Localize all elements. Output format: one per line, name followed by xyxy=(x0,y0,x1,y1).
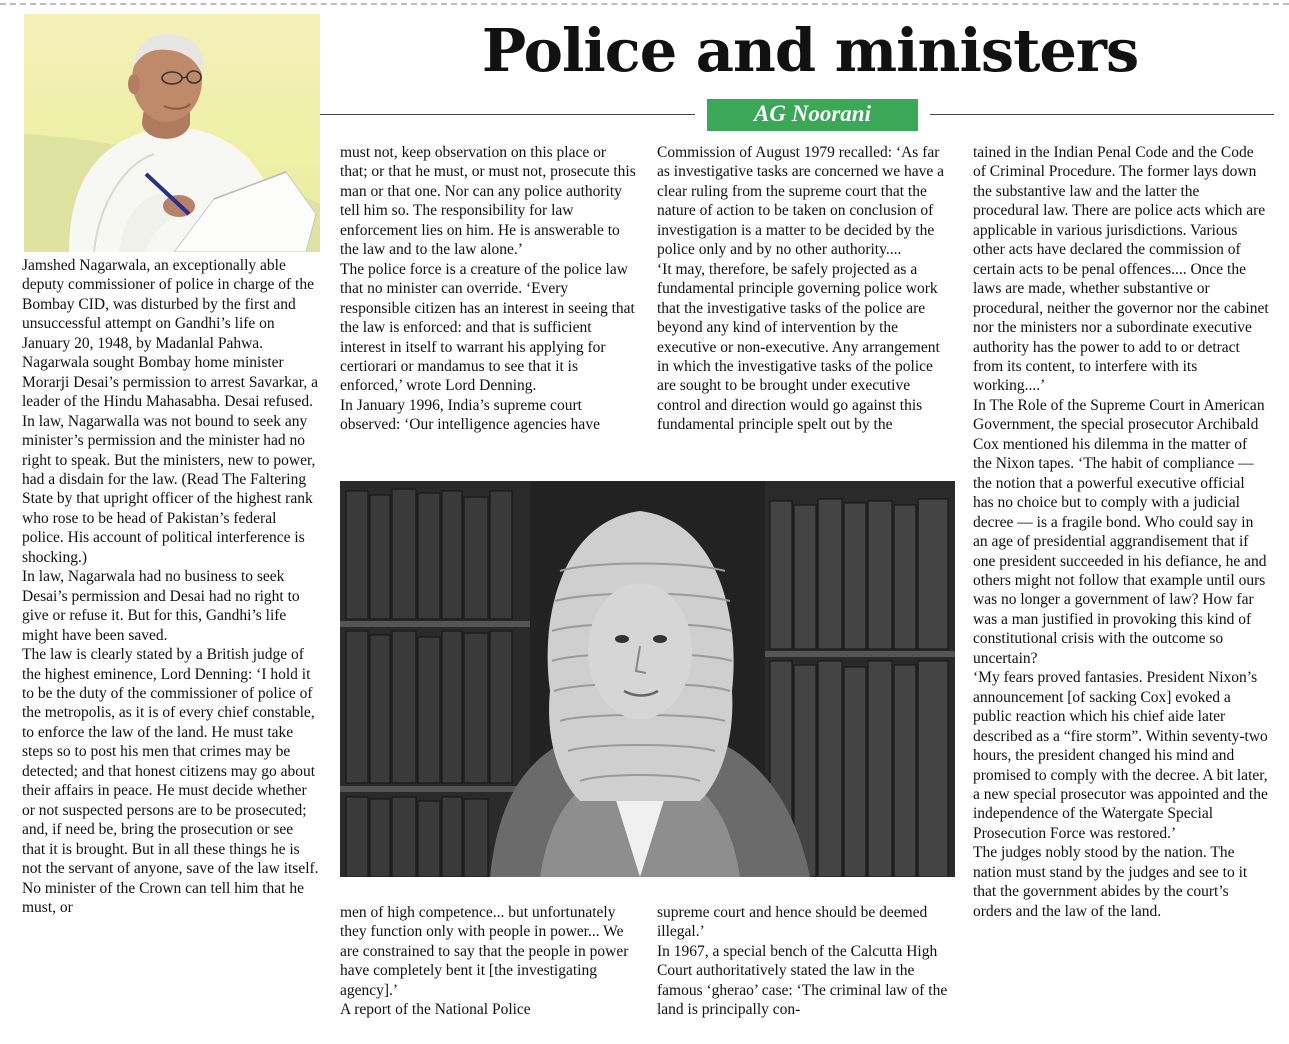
headline: Police and ministers xyxy=(481,16,1139,85)
paragraph: In law, Nagarwala had no business to seek Desai’s permission and Desai had no right to give or refuse it. But for this, Gandhi’s life might have been saved. xyxy=(22,568,300,644)
paragraph: men of high competence... but unfortunately they function only with people in power... We are constrained to say that the people in power have completely bent it [the investigating agency].’ xyxy=(340,904,629,999)
column-2-bottom xyxy=(340,903,636,1020)
judge-photo xyxy=(340,481,955,877)
column-2-top xyxy=(340,143,636,435)
column-1 xyxy=(22,256,320,917)
paragraph: must not, keep observation on this place or that; or that he must, or must not, prosecute this man or that one. Nor can any police authority tell him so. The responsibility for law enforcement lies on him. He is answerable to the law and to the law alone.’ xyxy=(340,144,636,259)
paragraph: In law, Nagarwalla was not bound to seek any minister’s permission and the minister had no right to speak. But the ministers, new to power, had a disdain for the law. (Read The Faltering State by that upright officer of the highest rank who rose to be head of Pakistan’s federal police. His account of political interference is shocking.) xyxy=(22,412,316,566)
paragraph: In The Role of the Supreme Court in American Government, the special prosecutor Archibald Cox mentioned his dilemma in the matter of the Nixon tapes. ‘The habit of compliance — the notion that a powerful executive official has no choice but to comply with a judicial decree — is a fragile bond. Who could say in an age of presidential aggrandisement that if one president succeeded in his defiance, he and others might not follow that example until ours was no longer a government of law? How far was a man justified in provoking this kind of constitutional crisis with the outcome so uncertain? xyxy=(973,396,1267,667)
top-dashed-border xyxy=(0,3,1289,5)
column-3-bottom xyxy=(657,903,953,1020)
byline-rule-left xyxy=(320,114,695,115)
paragraph: ‘My fears proved fantasies. President Nixon’s announcement [of sacking Cox] evoked a public reaction which his chief aide later described as a “fire storm”. Within seventy-two hours, the president changed his mind and promised to comply with the decree. A bit later, a new special prosecutor was appointed and the independence of the Watergate Special Prosecution Force was restored.’ xyxy=(973,669,1268,842)
paragraph: The police force is a creature of the police law that no minister can override. ‘Every responsible citizen has an interest in seeing that the law is enforced: and that is sufficient interest in itself to warrant his applying for certiorari or mandamus to see that it is enforced,’ wrote Lord Denning. xyxy=(340,260,635,395)
column-4 xyxy=(973,143,1269,921)
paragraph: supreme court and hence should be deemed illegal.’ xyxy=(657,904,928,941)
paragraph: Jamshed Nagarwala, an exceptionally able deputy commissioner of police in charge of the Bombay CID, was disturbed by the first and unsuccessful attempt on Gandhi’s life on January 20, 1948, by Madanlal Pahwa. Nagarwala sought Bombay home minister Morarji Desai’s permission to arrest Savarkar, a leader of the Hindu Mahasabha. Desai refused. xyxy=(22,257,318,411)
column-3-top xyxy=(657,143,953,435)
paragraph: tained in the Indian Penal Code and the Code of Criminal Procedure. The former lays down the substantive law and the latter the procedural law. There are police acts which are applicable in various jurisdictions. Various other acts have declared the commission of certain acts to be penal offences.... Once the laws are made, whether substantive or procedural, neither the governor nor the cabinet nor the ministers nor a subordinate executive authority has the power to add to or detract from its content, to interfere with its working....’ xyxy=(973,144,1269,395)
paragraph: ‘It may, therefore, be safely projected as a fundamental principle governing police work that the investigative tasks of the police are beyond any kind of intervention by the executive or non-executive. Any arrangement in which the investigative tasks of the police are sought to be brought under executive control and direction would go against this fundamental principle spelt out by the xyxy=(657,260,940,434)
byline-rule-right xyxy=(930,114,1274,115)
author-photo xyxy=(24,14,320,252)
paragraph: Commission of August 1979 recalled: ‘As far as investigative tasks are concerned we have a clear ruling from the supreme court that the nature of action to be taken on conclusion of investigation is a matter to be decided by the police only and by no other authority.... xyxy=(657,144,945,259)
paragraph: The law is clearly stated by a British judge of the highest eminence, Lord Denning: ‘I hold it to be the duty of the commissioner of police of the metropolis, as it is of every chief constable, to enforce the law of the land. He must take steps so to post his men that crimes may be detected; and that honest citizens may go about their affairs in peace. He must decide whether or not suspected persons are to be prosecuted; and, if need be, bring the prosecution or see that it is brought. But in all these things he is not the servant of anyone, save of the law itself. No minister of the Crown can tell him that he must, or xyxy=(22,646,319,916)
paragraph: In 1967, a special bench of the Calcutta High Court authoritatively stated the law in the famous ‘gherao’ case: ‘The criminal law of the land is principally con- xyxy=(657,942,948,1019)
byline: AG Noorani xyxy=(707,99,918,131)
paragraph: A report of the National Police xyxy=(340,1001,531,1019)
paragraph: In January 1996, India’s supreme court observed: ‘Our intelligence agencies have xyxy=(340,396,600,434)
paragraph: The judges nobly stood by the nation. The nation must stand by the judges and see to it that the government abides by the court’s orders and the law of the land. xyxy=(973,844,1248,920)
